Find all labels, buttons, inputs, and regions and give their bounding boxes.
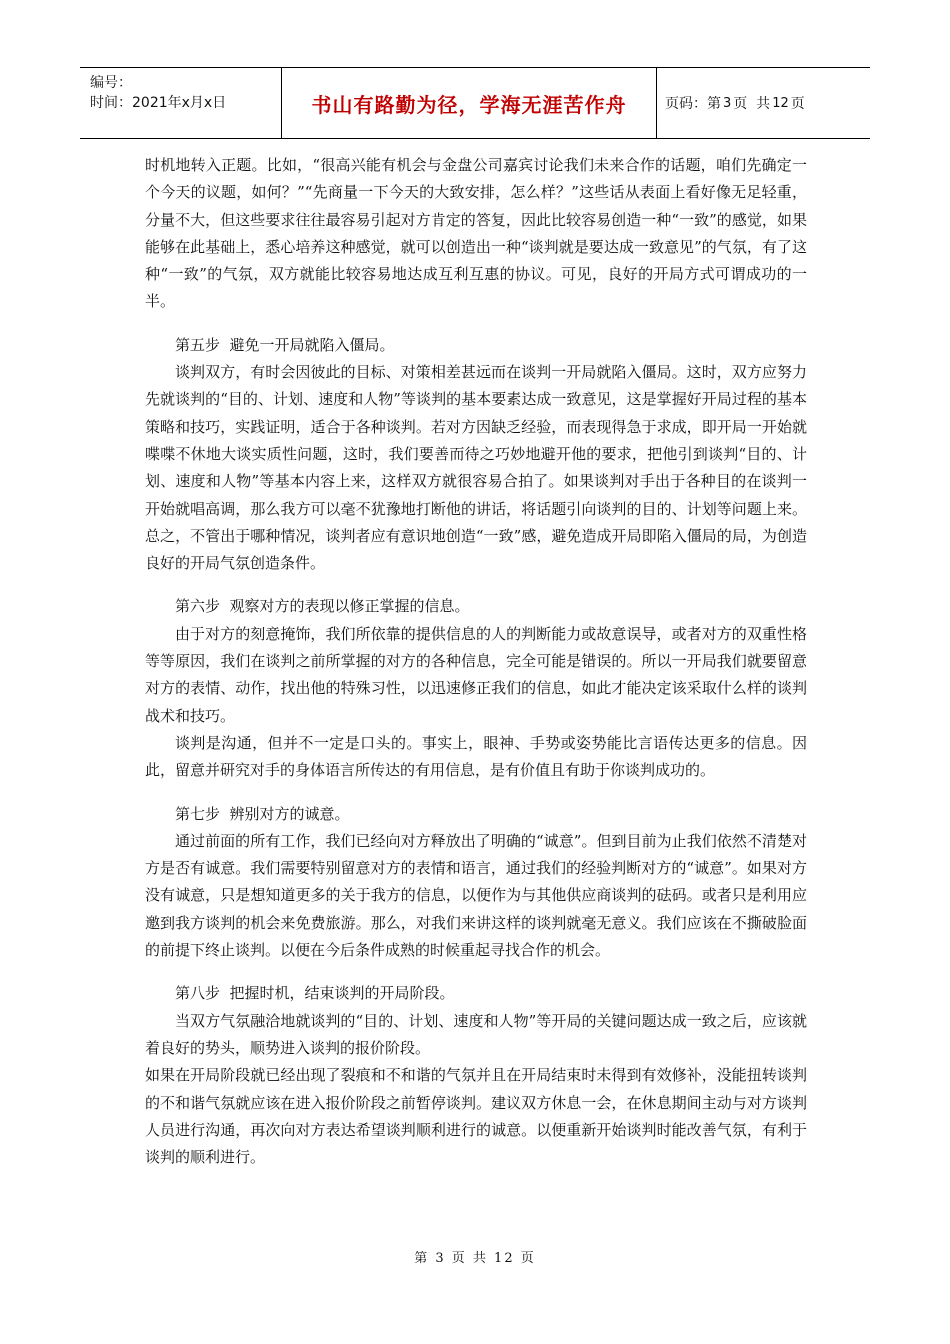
page-mid: 页 共 <box>733 96 771 112</box>
page-footer: 第 3 页 共 12 页 <box>414 1251 536 1266</box>
header-motto: 书山有路勤为径，学海无涯苦作舟 <box>311 92 627 117</box>
step5-paragraph: 谈判双方，有时会因彼此的目标、对策相差甚远而在谈判一开局就陷入僵局。这时，双方应努力先就谈判的“目的、计划、速度和人物”等谈判的基本要素达成一致意见，这是掌握好开局过程的基本策略和技巧，实践证明，适合于各种谈判。若对方因缺乏经验，而表现得急于求成，即开局一开始就喋喋不休地大谈实质性问题，这时，我们要善而待之巧妙地避开他的要求，把他引到谈判“目的、计划、速度和人物”等基本内容上来，这样双方就很容易合拍了。如果谈判对手出于各种目的在谈判一开始就唱高调，那么我方可以毫不犹豫地打断他的讲话，将话题引向谈判的目的、计划等问题上来。总之，不管出于哪种情况，谈判者应有意识地创造“一致”感，避免造成开局即陷入僵局的局，为创造良好的开局气氛创造条件。 <box>145 363 807 573</box>
step8-heading: 第八步 把握时机，结束谈判的开局阶段。 <box>175 984 455 1003</box>
step5-heading: 第五步 避免一开局就陷入僵局。 <box>175 335 395 354</box>
header-meta-cell <box>80 68 282 138</box>
step8-paragraph-2: 如果在开局阶段就已经出现了裂痕和不和谐的气氛并且在开局结束时未得到有效修补，没能扭转谈判的不和谐气氛就应该在进入报价阶段之前暂停谈判。建议双方休息一会，在休息期间主动与对方谈判人员进行沟通，再次向对方表达希望谈判顺利进行的诚意。以便重新开始谈判时能改善气氛，有利于谈判的顺利进行。 <box>145 1066 807 1167</box>
paragraph-intro: 时机地转入正题。比如，“很高兴能有机会与金盘公司嘉宾讨论我们未来合作的话题，咱们先确定一个今天的议题，如何？”“先商量一下今天的大致安排，怎么样？”这些话从表面上看好像无足轻重，分量不大，但这些要求往往最容易引起对方肯定的答复，因此比较容易创造一种“一致”的感觉，如果能够在此基础上，悉心培养这种感觉，就可以创造出一种“谈判就是要达成一致意见”的气氛，有了这种“一致”的气氛，双方就能比较容易地达成互利互惠的协议。可见，良好的开局方式可谓成功的一半。 <box>145 156 807 311</box>
document-number-label: 编号： <box>90 75 132 91</box>
page-prefix: 页码：第 <box>665 96 721 112</box>
page-current: 3 <box>723 95 732 111</box>
header-motto-cell <box>282 68 657 138</box>
document-body <box>145 152 807 1171</box>
document-date-label: 时间：2021年x月x日 <box>90 95 227 111</box>
step6-paragraph-2: 谈判是沟通，但并不一定是口头的。事实上，眼神、手势或姿势能比言语传达更多的信息。因此，留意并研究对手的身体语言所传达的有用信息，是有价值且有助于你谈判成功的。 <box>145 733 807 780</box>
page-suffix: 页 <box>790 96 805 112</box>
step6-heading: 第六步 观察对方的表现以修正掌握的信息。 <box>175 597 470 616</box>
header-page-cell <box>657 68 870 138</box>
page-total: 12 <box>772 95 789 111</box>
step8-paragraph-1: 当双方气氛融洽地就谈判的“目的、计划、速度和人物”等开局的关键问题达成一致之后，应该就着良好的势头，顺势进入谈判的报价阶段。 <box>145 1011 807 1057</box>
step6-paragraph-1: 由于对方的刻意掩饰，我们所依靠的提供信息的人的判断能力或故意误导，或者对方的双重性格等等原因，我们在谈判之前所掌握的对方的各种信息，完全可能是错误的。所以一开局我们就要留意对方的表情、动作，找出他的特殊习性，以迅速修正我们的信息，如此才能决定该采取什么样的谈判战术和技巧。 <box>145 624 807 725</box>
page-header <box>80 67 870 139</box>
step7-paragraph: 通过前面的所有工作，我们已经向对方释放出了明确的“诚意”。但到目前为止我们依然不清楚对方是否有诚意。我们需要特别留意对方的表情和语言，通过我们的经验判断对方的“诚意”。如果对方没有诚意，只是想知道更多的关于我方的信息，以便作为与其他供应商谈判的砝码。或者只是利用应邀到我方谈判的机会来免费旅游。那么，对我们来讲这样的谈判就毫无意义。我们应该在不撕破脸面的前提下终止谈判。以便在今后条件成熟的时候重起寻找合作的机会。 <box>145 831 807 960</box>
step7-heading: 第七步 辨别对方的诚意。 <box>175 804 350 823</box>
